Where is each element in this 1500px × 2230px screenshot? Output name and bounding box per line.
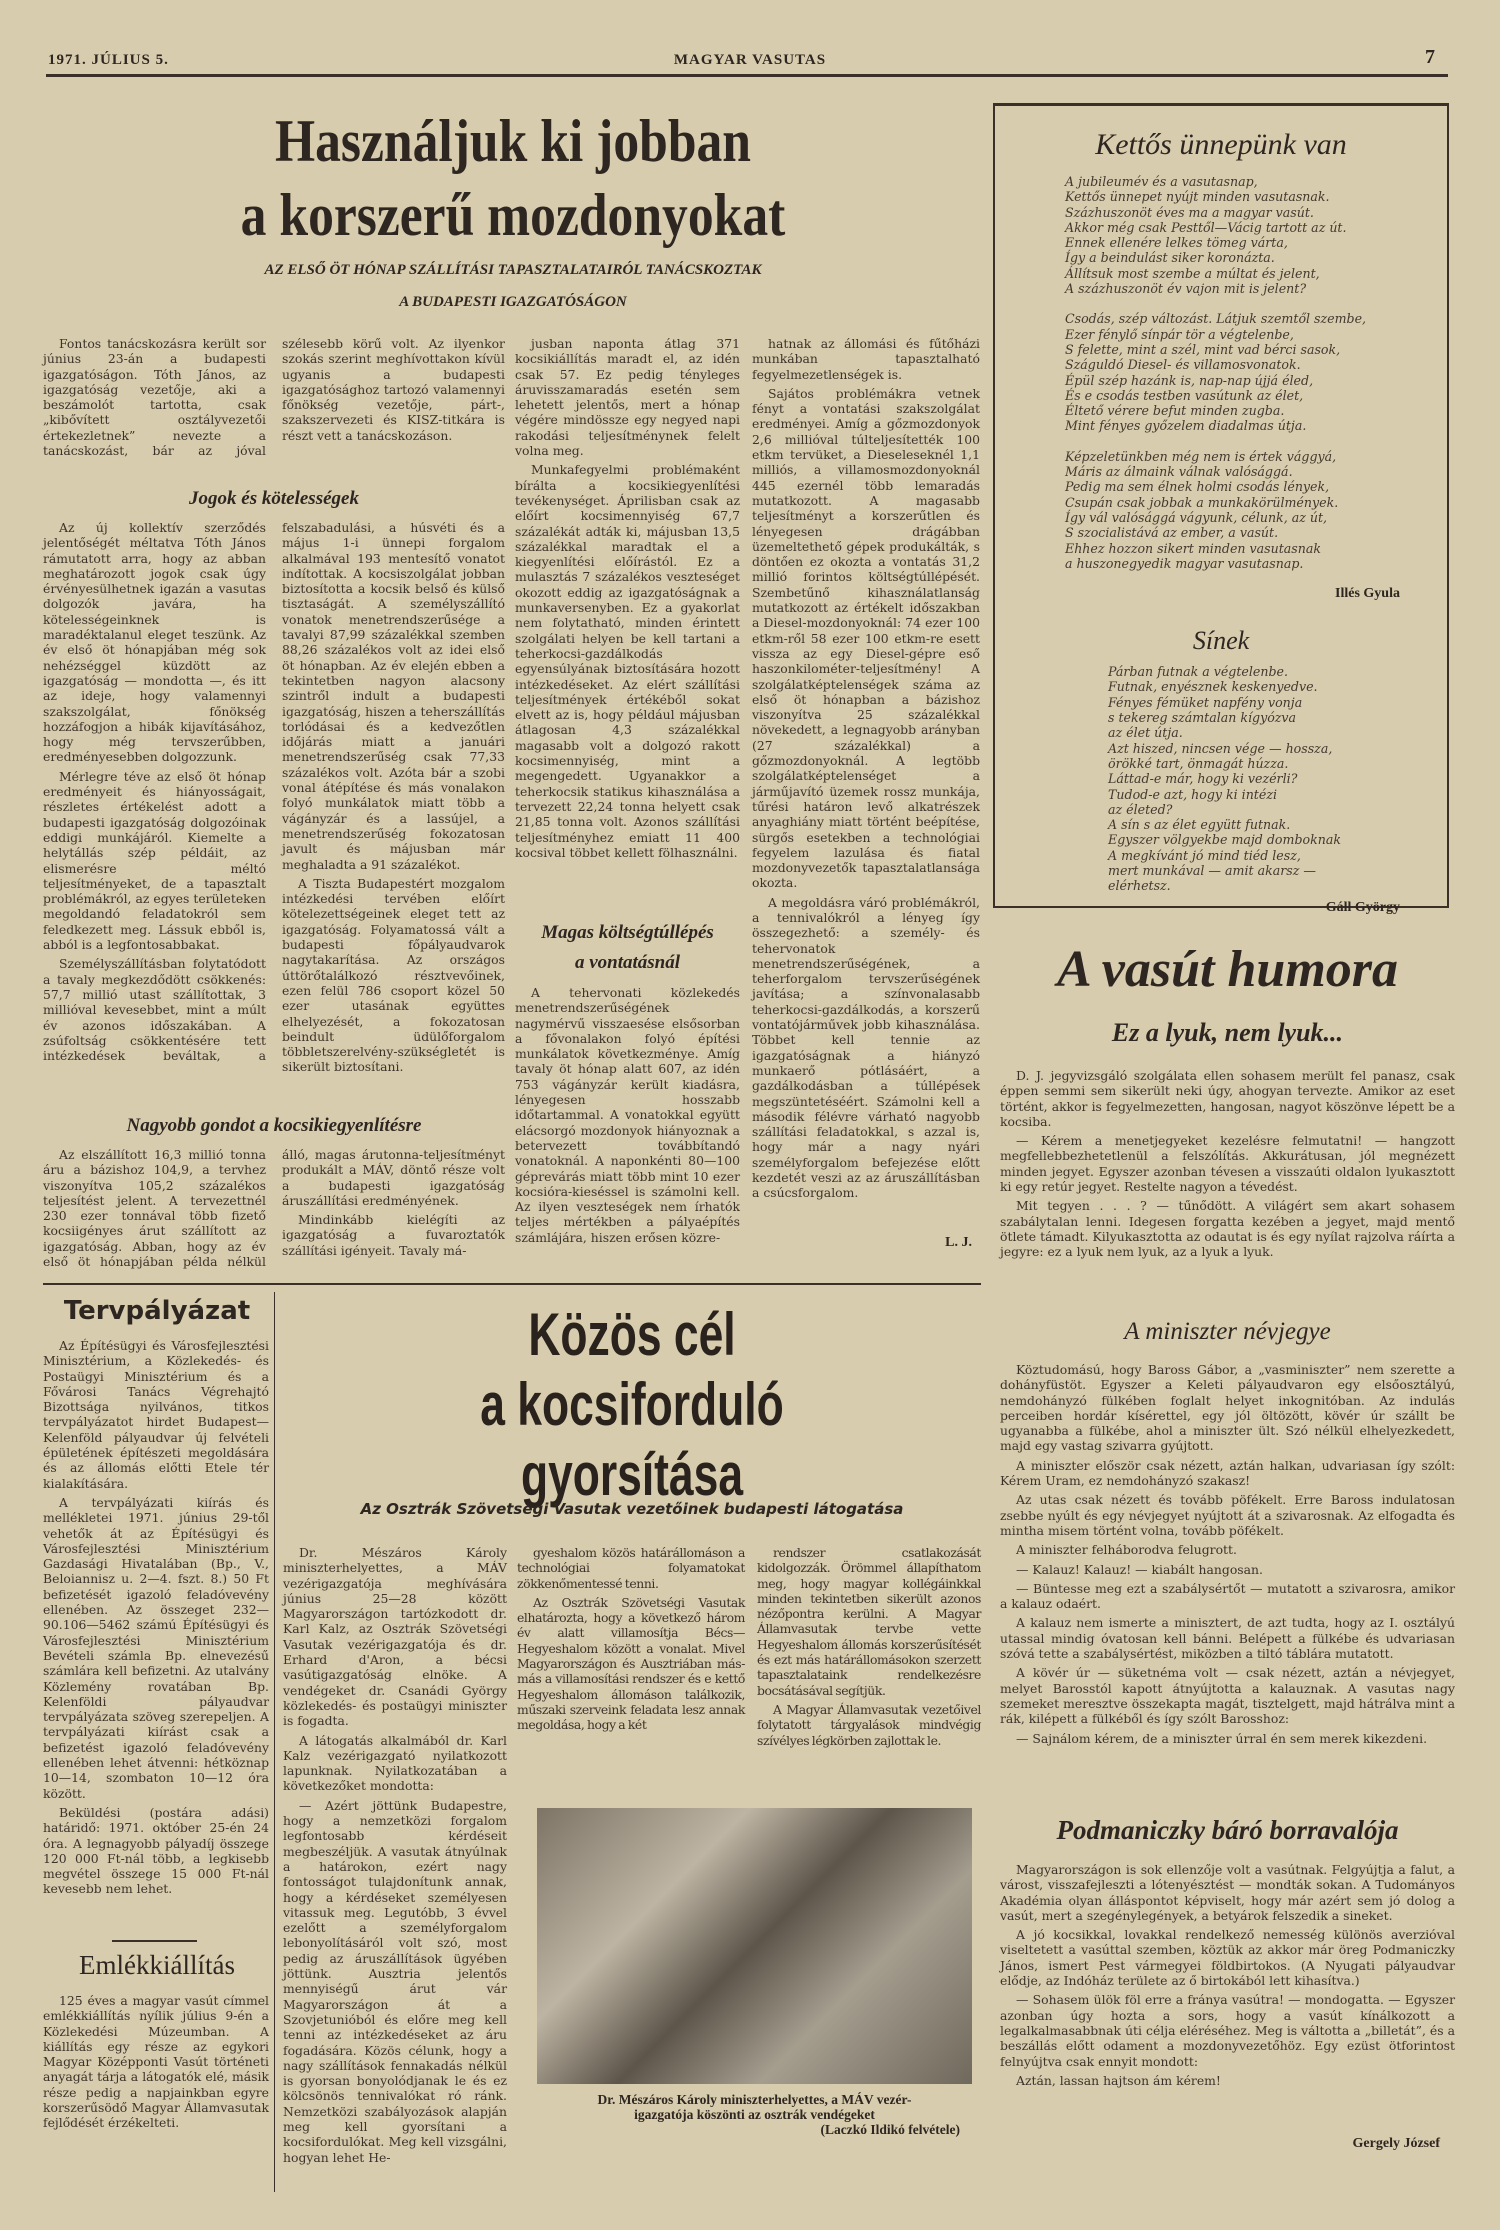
paragraph: Személyszállításban folytatódott a tavaly megkezdődött csökkenés: 57,7 millió utast szállítottak, 3 millióval kevesebbet, mint a múlt év azonos időszakában. A zsúfoltság csökkentésére tett intézkedések beváltak, a felszabadulási, a húsvéti és a május 1-i ünnepi forgalom alkalmával 193 mentesítő vonatot indítottak. A kocsiszolgálat jobban biztosította a kocsik belső és külső tisztaságát. A személyszállító vonatok menetrendszerűsége a tavalyi 87,99 százalékkal szemben 88,26 százalékos volt az idei első öt hónapban. Az év elején ebben a tekintetben nagyon alacsony szintről indult a budapesti igazgatóság, hiszen a teherszállítás torlódásai és a kedvezőtlen időjárás miatt a januári menetrendszerűség csak 77,33 százalékos volt. Azóta bár a szobi vonal átépítése és más vonalakon folyó munkálatok miatt több a vágányzár és a lassújel, a menetrendszerűség fokozatosan javult és májusban már meghaladta a 91 százalékot. xyxy=(43,520,505,1064)
header-rule xyxy=(46,74,1448,77)
paragraph: — Kalauz! Kalauz! — kiabált hangosan. xyxy=(1016,1561,1263,1577)
humor-author: Gergely József xyxy=(1352,2136,1440,2151)
paragraph: Az elszállított 16,3 millió tonna áru a bázishoz 104,9, a tervhez viszonyítva 105,2 százalékos teljesítést jelent. A tervezettnél 230 ezer tonnával több fizető kocsiigényes árut szállított az igazgatóság. Abban, hogy az év első öt hónapjában példa nélkül álló, magas árutonna-teljesítményt produkált a MÁV, döntő része volt a budapesti igazgatóság áruszállítási eredményének. xyxy=(43,1147,505,1270)
poem-line: mert munkával — amit akarsz — xyxy=(1108,862,1316,878)
tender-body xyxy=(43,1338,269,1901)
main-column-3b xyxy=(515,985,740,1249)
poem-line: S szocialistává az ember, a vasút. xyxy=(1065,525,1279,541)
paragraph: Az utas csak nézett és tovább pöfékelt. Erre Baross indulatosan zsebbe nyúlt és egy névjegyet nyújtott át a szivarosnak. Az elfogadta és mintha misem történt volna, tovább pöfékelt. xyxy=(1000,1492,1455,1538)
paragraph: Magyarországon is sok ellenzője volt a vasútnak. Felgyújtja a falut, a várost, visszafejleszti a lótenyésztést — mondták sokan. A Tudományos Akadémia olyan álláspontot képviselt, hogy már azért sem jó dolog a vasút, mert a szegénylegények, a betyárok felszedik a sineket. xyxy=(1000,1862,1455,1923)
austria-headline xyxy=(374,1300,891,1510)
section-heading-traction xyxy=(515,918,740,978)
main-intro xyxy=(43,336,505,460)
poem-line: Éltető vérere befut minden zugba. xyxy=(1065,403,1285,419)
main-section-wagons xyxy=(43,1147,505,1272)
caption-line-2: igazgatója köszönti az osztrák vendégeket xyxy=(634,2107,875,2122)
story-hole xyxy=(1000,1068,1455,1264)
exhibition-body xyxy=(43,1993,269,2135)
poem-line: A százhuszonöt év vajon mit is jelent? xyxy=(1065,281,1307,297)
poem-stanza xyxy=(1065,174,1447,296)
paragraph: A kalauz nem ismerte a minisztert, de azt tudta, hogy az I. osztályú utassal mindig óvatosan kell bánni. Belépett a fülkébe és udvariasan szóvá tette a szabálysértést, miközben a tiltó táblára mutatott. xyxy=(1000,1615,1455,1662)
headline-line-2: a korszerű mozdonyokat xyxy=(240,182,786,248)
photo-officials xyxy=(537,1808,972,2084)
story-title-podmaniczky: Podmaniczky báró borravalója xyxy=(1056,1815,1399,1845)
main-subtitle-1: AZ ELSŐ ÖT HÓNAP SZÁLLÍTÁSI TAPASZTALATAIRÓL TANÁCSKOZTAK xyxy=(264,262,762,278)
paragraph: A kövér úr — süketnéma volt — csak nézett, aztán a névjegyet, melyet Barosstól kapott átnyújtotta a kalauznak. A vasutas nagy szemeket meresztve összekapta magát, tisztelgett, majd hátrálva mint a rák, kilépett a fülkéből és így szólt Barosshoz: xyxy=(1000,1665,1455,1727)
paragraph: Sajátos problémákra vetnek fényt a vontatási szakszolgálat eredményei. Amíg a gőzmozdonyok 2,6 millióval túlteljesítették 100 etkm tervüket, a Dieseleseknél 1,1 milliós, a villamosmozdonyoknál 445 ezernél több lemaradás mutatkozott. A magasabb teljesítményt a korszerűtlen és lényegesen drágábban üzemeltethető gépek produkálták, s döntően ez okozta a vontatás 31,2 millió forintos költségtúllépését. Szembetűnő kihasználatlanság mutatkozott az értékelt időszakban a Diesel-mozdonyoknál: 74 ezer 100 etkm-ről 58 ezer 100 etkm-re esett vissza az egy Diesel-gépre eső haszonkilométer-teljesítmény! A szolgálatképtelenségek száma az első öt hónapban a bázishoz viszonyítva 25 százalékkal növekedett, a legnagyobb arányban (27 százalékkal) a gőzmozdonyoknál. A legtöbb szolgálatképtelenséget a járműjavító üzemek rossz munkája, tűrési határon levő alkatrészek anyaghiány miatt történt beépítése, sürgős esetekben a technológiai fegyelem lazulása és fiatal mozdonyvezetők tapasztalatlansága okozta. xyxy=(752,385,980,891)
poem-line: s tekereg számtalan kígyózva xyxy=(1108,710,1297,726)
paragraph: Dr. Mészáros Károly miniszterhelyettes, a MÁV vezérigazgatója meghívására június 25—28 között Magyarországon tartózkodott dr. Karl Kalz, az Osztrák Szövetségi Vasutak vezérigazgatója és dr. Erhard d'Aron, a bécsi vasútigazgatóság elnöke. A vendégeket dr. Csanádi György közlekedés- és postaügyi miniszter is fogadta. xyxy=(283,1545,507,1729)
poem-line: Tudod-e azt, hogy ki intézi xyxy=(1108,786,1277,802)
paragraph: rendszer csatlakozását kidolgozzák. Örömmel állapíthatom meg, hogy magyar kollégáinkkal minden tekintetben sikerült azonos nézőpontra kerülni. A Magyar Államvasutak tervbe vette Hegyeshalom állomás korszerűsítését és ezt más határállomásokon szerzett tapasztalataink rendelkezésre bocsátásával segítjük. xyxy=(757,1545,981,1698)
headline-line-1: Használjuk ki jobban xyxy=(274,108,752,174)
photo-caption xyxy=(537,2092,972,2137)
poem-line: Százhuszonöt éves ma a magyar vasút. xyxy=(1065,204,1314,220)
poem-line: Állítsuk most szembe a múltat és jelent, xyxy=(1065,265,1320,281)
poem-rails xyxy=(1108,664,1447,893)
tender-divider xyxy=(112,1940,197,1942)
main-section-rights xyxy=(43,520,505,1100)
paragraph: — Sajnálom kérem, de a miniszter úrral én sem merek kikezdeni. xyxy=(1016,1730,1428,1746)
poem-author-1: Illés Gyula xyxy=(1335,586,1400,602)
caption-line-1: Dr. Mészáros Károly miniszterhelyettes, a MÁV vezér- xyxy=(597,2092,912,2107)
main-headline xyxy=(109,104,917,252)
paragraph: hatnak az állomási és fűtőházi munkában tapasztalható fegyelmezetlenségek is. xyxy=(752,336,980,382)
paragraph: Munkafegyelmi problémaként bírálta a kocsikiegyenlítési tevékenységet. Áprilisban csak az előírt kocsimennyiség 67,7 százalékát adták ki, májusban 13,5 százalékkal maradtak el a kiegyenlítési előírástól. Ez a mulasztás 7 százalékos veszteséget okozott eddig az igazgatóságnak a munkaversenyben. Ez a gyakorlat nem folytatható, minden érintett szolgálati helyen be kell tartani a teherkocsi-gazdálkodás egyensúlyának biztosítására hozott intézkedéseket. Az elért szállítási teljesítmények értékéből sokat elvett az is, hogy például májusban átlagosan 4,3 százalékkal magasabb volt a dolgozó rakott kocsimennyiség, mint a megengedett. Ugyanakkor a teherkocsik statikus kihasználása a tervezett 22,24 tonna helyett csak 21,85 tonna volt. Azonos szállítási teljesítményhez emiatt 11 400 kocsival többet kellett fölhasználni. xyxy=(515,462,740,860)
poem-line: A megkívánt jó mind tiéd lesz, xyxy=(1108,847,1301,863)
section-heading-wagons: Nagyobb gondot a kocsikiegyenlítésre xyxy=(126,1115,422,1136)
story-title-hole: Ez a lyuk, nem lyuk... xyxy=(1111,1018,1344,1047)
section-heading-traction-line-1: Magas költségtúllépés xyxy=(541,922,714,943)
newspaper-name: MAGYAR VASUTAS xyxy=(673,52,827,68)
austria-column-b xyxy=(517,1545,745,1737)
paragraph: A tehervonati közlekedés menetrendszerűségének nagymérvű visszaesése elsősorban a fővonalakon folyó építési munkálatok következménye. Amíg tavaly öt hónap alatt 607, az idén 753 vágányzár került kiadásra, lényegesen hosszabb időtartammal. A vonatokkal együtt elácsorgó mozdonyok hiányoznak a betervezett továbbítandó vonatoknál. A naponkénti 80—100 géprevárás miatt több mint 10 ezer kocsióra-kieséssel is számolni kell. Az ilyen veszteségek nem írhatók teljes mértékben a pályaépítés számlájára, hiszen erősen közre- xyxy=(515,985,740,1245)
paragraph: Mindinkább kielégíti az igazgatóság a fuvaroztatók szállítási igényeit. Tavaly má- xyxy=(282,1212,505,1258)
paragraph: A miniszter először csak nézett, aztán halkan, udvariasan így szólt: Kérem Uram, ez nemdohányzó szakasz! xyxy=(1000,1457,1455,1489)
photo-credit: (Laczkó Ildikó felvétele) xyxy=(820,2122,960,2137)
poem-line: örökké tart, önmagát húzza. xyxy=(1108,755,1289,771)
paragraph: Köztudomású, hogy Baross Gábor, a „vasminiszter” nem szerette a dohányfüstöt. Egyszer a Keleti pályaudvaron egy elsőosztályú, nemdohányzó fülkében foglalt helyet inkognitóban. Az indulás perceiben hordár kísérettel, egy jól öltözött, kövér úr szállt be ugyanabba a fülkébe, ahol a miniszter ült. Szó nélkül elhelyezkedett, majd egy vastag szivarra gyújtott. xyxy=(1000,1362,1455,1454)
poem-line: Azt hiszed, nincsen vége — hossza, xyxy=(1108,740,1333,756)
poem-line: Futnak, enyésznek keskenyedve. xyxy=(1108,679,1318,695)
poem-box xyxy=(993,103,1449,915)
poem-line: Ehhez hozzon sikert minden vasutasnak xyxy=(1065,540,1322,556)
poem-double-holiday xyxy=(1065,174,1447,571)
poem-line: Párban futnak a végtelenbe. xyxy=(1108,664,1288,680)
paragraph: Az Építésügyi és Városfejlesztési Minisztérium, a Közlekedés- és Postaügyi Minisztérium és a Fővárosi Tanács Végrehajtó Bizottsága nyilvános, titkos tervpályázatot hirdet Budapest—Kelenföld pályaudvar új felvételi épületének építészeti megoldására és az állomás előtti Etele tér kialakítására. xyxy=(43,1338,269,1491)
page-number: 7 xyxy=(1425,46,1436,68)
main-column-4 xyxy=(752,336,980,1205)
paragraph: A miniszter felháborodva felugrott. xyxy=(1016,1542,1237,1558)
austria-headline-line-2: a kocsiforduló gyorsítása xyxy=(480,1371,784,1508)
austria-headline-line-1: Közös cél xyxy=(528,1301,736,1368)
exhibition-title: Emlékkiállítás xyxy=(79,1950,235,1980)
poem-line: Máris az álmaink válnak valósággá. xyxy=(1065,464,1293,480)
poem-line: Mint fényes győzelem diadalmas útja. xyxy=(1065,418,1307,434)
poem-line: Csupán csak jobbak a munkakörülmények. xyxy=(1065,494,1339,510)
poem-line: Pedig ma sem élnek holmi csodás lények, xyxy=(1065,479,1330,495)
paragraph: 125 éves a magyar vasút címmel emlékkiállítás nyílik július 9-én a Közlekedési Múzeumban. A kiállítás egy része az egykori Magyar Középponti Vasút történeti anyagát tárja a látogatók elé, másik része pedig a napjainkban egyre korszerűsödő Magyar Államvasutak fejlődését érzékelteti. xyxy=(43,1993,269,2131)
paragraph: A Tiszta Budapestért mozgalom intézkedési tervében előírt kötelezettségeinek eleget tett az igazgatóság. Folyamatossá vált a budapesti főpályaudvarok nagytakarítása. Az országos úttörőtalálkozó résztvevőinek, ezen felül 786 csoport közel 50 ezer utasának együttes elhelyezését, a fokozatosan beindult üdülőforgalom többletszerelvény-szükségletét is sikerült biztosítani. xyxy=(282,875,505,1075)
poem-line: Száguldó Diesel- és villamosvonatok. xyxy=(1065,357,1301,373)
paragraph: Mérlegre téve az első öt hónap eredményeit és hiányosságait, részletes értékelést adott a budapesti igazgatóság dolgozóinak eddigi munkájáról. Kiemelte a helytállás szép példáit, az elismerésre méltó teljesítményeket, de a tapasztalt problémákról, az egyes területeken megoldandó feladatokról sem feledkezett meg. Lássuk ebből is, abból is a legfontosabbakat. xyxy=(43,768,266,953)
section-heading-traction-line-2: a vontatásnál xyxy=(574,952,681,973)
paragraph: A látogatás alkalmából dr. Karl Kalz vezérigazgató nyilatkozott lapunknak. Nyilatkozatában a következőket mondotta: xyxy=(283,1732,507,1794)
poem-line: Ezer fénylő sínpár tör a végtelenbe, xyxy=(1065,326,1294,342)
poem-line: Akkor még csak Pesttől—Vácig tartott az út. xyxy=(1065,219,1347,235)
poem-line: az élet útja. xyxy=(1108,725,1183,741)
paragraph: Az Osztrák Szövetségi Vasutak elhatározta, hogy a következő három év alatt villamosítja Bécs—Hegyeshalom között a vonalat. Mivel Magyarországon és Ausztriában más-más a villamosítási rendszer és e kettő Hegyeshalom állomáson találkozik, műszaki szerveink feladata lesz annak megoldása, hogy a két xyxy=(517,1594,745,1733)
paragraph: A megoldásra váró problémákról, a tennivalókról a lényeg így összegezhető: a személy- és tehervonatok menetrendszerűségének, a teherforgalom tervszerűségének javítása; a színvonalasabb teherkocsi-gazdálkodás, a korszerű vontatójárművek jobb kihasználása. Többet kell tennie az igazgatóságnak a hiányzó munkaerő pótlásáért, a gazdálkodásban a túllépések megszüntetéséért. Számolni kell a második félévre várható nagyobb szállítási feladatokkal, s azzal is, hogy már a nagy nyári személyforgalom befejezése előtt kezdetét veszi az az áruszállításban a csúcsforgalom. xyxy=(752,894,980,1201)
paragraph: — Azért jöttünk Budapestre, hogy a nemzetközi forgalom legfontosabb kérdéseit megbeszéljük. A vasutak átnyúlnak a határokon, ezért nagy fontosságot tulajdonítunk annak, hogy a kérdéseket személyesen vitassuk meg. Legutóbb, 3 évvel ezelőtt a személyforgalom lebonyolításáról volt szó, most pedig az áruszállítások ügyében jöttünk. Ausztria jelentős mennyiségű árut vár Magyarországon át a Szovjetunióból és előre meg kell tenni az intézkedéseket az áru fogadására. Közös célunk, hogy a nagy szállítások fennakadás nélkül is gyorsan bonyolódjanak le és ez kölcsönös tennivalókat ró ránk. Nemzetközi szabályozások alapján meg kell gyorsítani a kocsifordulókat. Meg kell vizsgálni, hogyan lehet He- xyxy=(283,1797,507,2165)
poem-line: elérhetsz. xyxy=(1108,878,1171,894)
poem-title-rails: Sínek xyxy=(1192,626,1250,656)
poem-line: Láttad-e már, hogy ki vezérli? xyxy=(1108,771,1298,787)
paragraph: jusban naponta átlag 371 kocsikiállítás maradt el, az idén csak 57. Ez pedig tényleges áruvisszamaradás esetén sem lehetett jelentős, mert a hónap végére mindössze egy negyed napi rakodási teljesítménynek felelt volna meg. xyxy=(515,336,740,459)
poem-line: Képzeletünkben még nem is értek vággyá, xyxy=(1065,448,1337,464)
main-subtitle-2: A BUDAPESTI IGAZGATÓSÁGON xyxy=(399,294,627,310)
poem-line: És e csodás testben vasútunk az élet, xyxy=(1065,387,1304,403)
poem-line: Fényes fémüket napfény vonja xyxy=(1108,694,1303,710)
poem-line: Ennek ellenére lelkes tömeg várta, xyxy=(1065,235,1288,251)
poem-line: Kettős ünnepet nyújt minden vasutasnak. xyxy=(1065,189,1330,205)
paragraph: Mit tegyen . . . ? — tűnődött. A világért sem akart sohasem szabálytalan lenni. Idegesen forgatta kezében a jegyet, majd mentő ötlete támadt. Kilyukasztotta az odautat is és egy nyílat rajzolva ráírta a jegyre: ez a lyuk nem lyuk, az a lyuk a lyuk. xyxy=(1000,1198,1455,1260)
paragraph: Aztán, lassan hajtson ám kérem! xyxy=(1016,2072,1221,2088)
issue-date: 1971. JÚLIUS 5. xyxy=(48,52,169,68)
austria-column-c xyxy=(757,1545,981,1752)
paragraph: A tervpályázati kiírás és mellékletei 1971. június 29-től vehetők át az Építésügyi és Városfejlesztési Minisztérium Gazdasági Hivatalában (Bp., V., Beloiannisz u. 2—4. fszt. 8.) 50 Ft befizetését igazoló feladóvevény ellenében. Az összeget 232—90.106—5462 számú Építésügyi és Városfejlesztési Minisztérium Bevételi számla Bp. elnevezésű számlára kell befizetni. Az utalvány Közlemény rovatában Bp. Kelenföldi pályaudvar tervpályázata szöveg szerepeljen. A tervpályázati kiírást csak a befizetést igazoló feladóvevény ellenében lehet átvenni: hétköznap 10—14, szombaton 10—12 óra között. xyxy=(43,1494,269,1801)
poem-title-double-holiday: Kettős ünnepünk van xyxy=(1095,128,1347,161)
tender-title: Tervpályázat xyxy=(63,1296,251,1326)
poem-line: A jubileumév és a vasutasnap, xyxy=(1065,174,1258,189)
poem-line: Épül szép hazánk is, nap-nap újjá éled, xyxy=(1065,372,1314,388)
main-signature: L. J. xyxy=(945,1235,972,1250)
story-title-minister: A miniszter névjegye xyxy=(1124,1318,1331,1345)
paragraph: Fontos tanácskozásra került sor június 23-án a budapesti igazgatóságon. Tóth János, az igazgatóság vezetője, aki a beszámolót tartotta, csak „kibővített osztályvezetői értekezletnek” nevezte a tanácskozást, bár az jóval szélesebb körű volt. Az ilyenkor szokás szerint meghívottakon kívül ugyanis a budapesti igazgatósághoz tartozó valamennyi főnökség vezetője, párt-, szakszervezeti és KISZ-titkára is részt vett a tanácskozáson. xyxy=(43,336,505,459)
paragraph: D. J. jegyvizsgáló szolgálata ellen sohasem merült fel panasz, csak éppen semmi sem sikerült neki úgy, ahogyan tervezte. Amikor az eset történt, akkor is fegyelmezetten, hangosan, nagyot köszönve lépett be a kocsiba. xyxy=(1000,1068,1455,1129)
story-minister xyxy=(1000,1362,1455,1750)
story-podmaniczky xyxy=(1000,1862,1455,2092)
section-heading-rights: Jogok és kötelességek xyxy=(189,488,359,509)
humor-headline: A vasút humora xyxy=(1056,941,1399,998)
paragraph: — Kérem a menetjegyeket kezelésre felmutatni! — hangzott megfellebbezhetetlenül a felszólítás. Akkurátusan, jól megnézett minden jegyet. Egyszer azonban tévesen a visszaúti oldalon lyukasztott ki egy retúr jegyet. Restelte nagyon a tévedést. xyxy=(1000,1133,1455,1195)
poem-author-2: Gáll György xyxy=(1325,899,1400,915)
paragraph: A Magyar Államvasutak vezetőivel folytatott tárgyalások mindvégig szívélyes légkörben zajlottak le. xyxy=(757,1701,981,1748)
poem-line: A sín s az élet együtt futnak. xyxy=(1108,817,1291,833)
paragraph: — Büntesse meg ezt a szabálysértőt — mutatott a szivarosra, amikor a kalauz odaért. xyxy=(1000,1580,1455,1612)
poem-line: Így a beindulást siker koronázta. xyxy=(1065,250,1275,266)
paragraph: Beküldési (postára adási) határidő: 1971. október 25-én 24 óra. A legnagyobb pályadíj összege 120 000 Ft-nál több, a legkisebb megvétel összege 15 000 Ft-nál kevesebb nem lehet. xyxy=(43,1804,269,1897)
paragraph: Az új kollektív szerződés jelentőségét méltatva Tóth János rámutatott arra, hogy az abban meghatározott jogok csak úgy érvényesülhetnek igazán a vasutas dolgozók javára, ha kötelességeinknek is maradéktalanul eleget teszünk. Az év első öt hónapjában még sok nehézséggel küzdött az igazgatóság — mondotta —, és itt az ideje, hogy valamennyi szakszolgálat, főnökség hozzáfogjon a hibák kijavításához, hogy még tervszerűbben, eredményesebben dolgozzunk. xyxy=(43,520,266,765)
poem-line: a huszonegyedik magyar vasutasnap. xyxy=(1065,555,1304,571)
poem-line: Így vál valósággá vágyunk, célunk, az út, xyxy=(1065,509,1328,525)
poem-stanza xyxy=(1065,449,1447,571)
paragraph: A jó kocsikkal, lovakkal rendelkező nemesség különös averzióval viseltetett a vasúttal szemben, köztük az akkor már öreg Podmaniczky János, ismert Pest vármegyei földbirtokos. (A Nyugati pályaudvar elődje, az Indóház területe az ő birtokából lett kihasítva.) xyxy=(1000,1927,1455,1989)
main-column-3 xyxy=(515,336,740,864)
austria-subtitle: Az Osztrák Szövetségi Vasutak vezetőinek budapesti látogatása xyxy=(360,1500,904,1518)
poem-line: S felette, mint a szél, mint vad bérci sasok, xyxy=(1065,341,1341,357)
poem-line: Egyszer völgyekbe majd domboknak xyxy=(1108,832,1341,848)
column-rule xyxy=(274,1292,275,2192)
paragraph: gyeshalom közös határállomáson a technológiai folyamatokat zökkenőmentessé tenni. xyxy=(517,1545,745,1591)
poem-line: Csodás, szép változást. Látjuk szemtől szembe, xyxy=(1065,311,1367,327)
paragraph: — Sohasem ülök föl erre a fránya vasútra! — mondogatta. — Egyszer azonban úgy hozta a sors, hogy a vasút kínálkozott a legalkalmasabbnak úti célja eléréséhez. Meg is váltotta a „billetát”, és a beszállás előtt odament a mozdonyvezetőhöz. Egy ezüst ötforintost felnyújtva csak ennyit mondott: xyxy=(1000,1992,1455,2069)
section-divider xyxy=(43,1283,981,1285)
poem-stanza xyxy=(1065,311,1447,433)
poem-line: az életed? xyxy=(1108,801,1173,817)
austria-column-a xyxy=(283,1545,507,2169)
